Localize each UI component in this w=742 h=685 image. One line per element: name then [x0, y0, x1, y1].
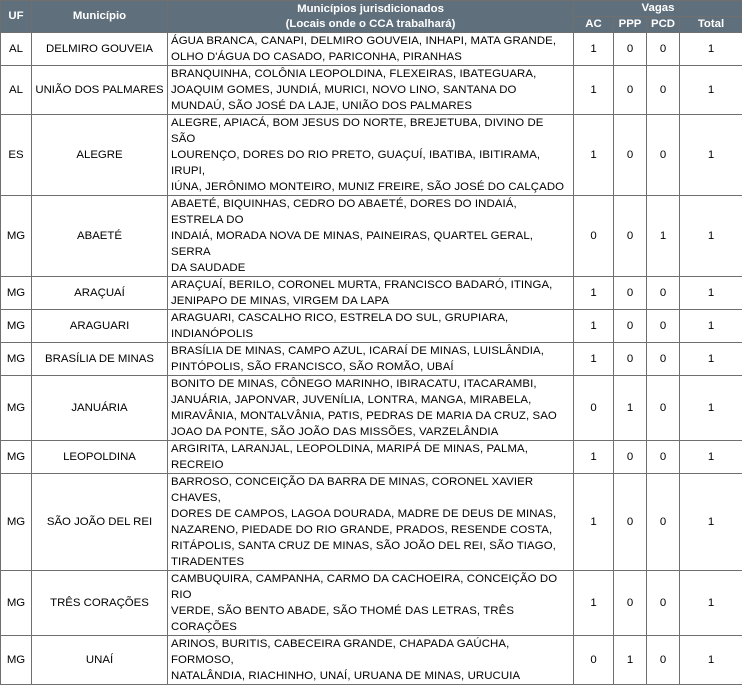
jurisdicionados-line: RITÁPOLIS, SANTA CRUZ DE MINAS, SÃO JOÃO DEL REI, SÃO TIAGO, — [171, 538, 570, 554]
cell-ppp: 1 — [614, 376, 647, 441]
jurisdicionados-line: MUNDAÚ, SÃO JOSÉ DA LAJE, UNIÃO DOS PALMARES — [171, 98, 570, 114]
jurisdicionados-line: JOAO DA PONTE, SÃO JOÃO DAS MISSÕES, VARZELÂNDIA — [171, 424, 570, 440]
cell-uf: MG — [1, 196, 32, 277]
cell-ac: 1 — [574, 571, 614, 636]
cell-uf: ES — [1, 115, 32, 196]
cell-jurisdicionados — [168, 636, 574, 685]
cell-pcd: 0 — [647, 376, 680, 441]
cell-ppp: 0 — [614, 196, 647, 277]
cell-ac: 1 — [574, 343, 614, 376]
table-row — [1, 115, 742, 196]
cell-jurisdicionados — [168, 66, 574, 115]
jurisdicionados-line: ARAÇUAÍ, BERILO, CORONEL MURTA, FRANCISCO BADARÓ, ITINGA, — [171, 277, 570, 293]
table-row — [1, 636, 742, 685]
header-municipio: Município — [32, 1, 168, 33]
cell-ac: 1 — [574, 277, 614, 310]
jurisdicionados-line: JENIPAPO DE MINAS, VIRGEM DA LAPA — [171, 293, 570, 309]
cell-municipio: ABAETÉ — [32, 196, 168, 277]
cell-ppp: 1 — [614, 636, 647, 685]
cell-uf: MG — [1, 636, 32, 685]
cell-pcd: 0 — [647, 571, 680, 636]
cell-ac: 1 — [574, 441, 614, 474]
cell-ac: 0 — [574, 636, 614, 685]
cell-total: 1 — [680, 33, 742, 66]
cell-uf: MG — [1, 571, 32, 636]
table-row — [1, 33, 742, 66]
cell-ac: 1 — [574, 474, 614, 571]
cell-pcd: 0 — [647, 115, 680, 196]
cell-municipio: BRASÍLIA DE MINAS — [32, 343, 168, 376]
cell-municipio: UNAÍ — [32, 636, 168, 685]
cell-uf: MG — [1, 277, 32, 310]
jurisdicionados-line: LOURENÇO, DORES DO RIO PRETO, GUAÇUÍ, IBATIBA, IBITIRAMA, IRUPI, — [171, 147, 570, 179]
cell-pcd: 0 — [647, 636, 680, 685]
cell-total: 1 — [680, 277, 742, 310]
cell-jurisdicionados — [168, 571, 574, 636]
cell-jurisdicionados — [168, 474, 574, 571]
cell-municipio: UNIÃO DOS PALMARES — [32, 66, 168, 115]
header-uf: UF — [1, 1, 32, 33]
jurisdicionados-line: BRASÍLIA DE MINAS, CAMPO AZUL, ICARAÍ DE MINAS, LUISLÂNDIA, — [171, 343, 570, 359]
jurisdicionados-line: DA SAUDADE — [171, 260, 570, 276]
cell-ppp: 0 — [614, 571, 647, 636]
table-row — [1, 441, 742, 474]
cell-ppp: 0 — [614, 33, 647, 66]
table-row — [1, 277, 742, 310]
table-row — [1, 310, 742, 343]
cell-municipio: ARAÇUAÍ — [32, 277, 168, 310]
cell-jurisdicionados — [168, 441, 574, 474]
cell-total: 1 — [680, 115, 742, 196]
table-header — [1, 1, 742, 33]
jurisdicionados-line: ALEGRE, APIACÁ, BOM JESUS DO NORTE, BREJETUBA, DIVINO DE SÃO — [171, 115, 570, 147]
jurisdicionados-line: IÚNA, JERÔNIMO MONTEIRO, MUNIZ FREIRE, SÃO JOSÉ DO CALÇADO — [171, 179, 570, 195]
jurisdicionados-line: ÁGUA BRANCA, CANAPI, DELMIRO GOUVEIA, INHAPI, MATA GRANDE, — [171, 33, 570, 49]
jurisdicionados-line: CAMBUQUIRA, CAMPANHA, CARMO DA CACHOEIRA, CONCEIÇÃO DO RIO — [171, 571, 570, 603]
jurisdicionados-line: MIRAVÂNIA, MONTALVÂNIA, PATIS, PEDRAS DE MARIA DA CRUZ, SAO — [171, 408, 570, 424]
cell-ppp: 0 — [614, 474, 647, 571]
header-ac: AC — [574, 17, 614, 33]
jurisdicionados-line: JANUÁRIA, JAPONVAR, JUVENÍLIA, LONTRA, MANGA, MIRABELA, — [171, 392, 570, 408]
cell-total: 1 — [680, 571, 742, 636]
table-row — [1, 571, 742, 636]
cell-uf: AL — [1, 33, 32, 66]
cell-total: 1 — [680, 441, 742, 474]
cell-pcd: 0 — [647, 33, 680, 66]
cell-ac: 1 — [574, 115, 614, 196]
cell-ac: 1 — [574, 66, 614, 115]
header-jurisdicionados-line1: Municípios jurisdicionados — [171, 2, 570, 17]
cell-total: 1 — [680, 66, 742, 115]
header-pcd: PCD — [647, 17, 680, 33]
cell-municipio: TRÊS CORAÇÕES — [32, 571, 168, 636]
jurisdicionados-line: JOAQUIM GOMES, JUNDIÁ, MURICI, NOVO LINO, SANTANA DO — [171, 82, 570, 98]
cell-total: 1 — [680, 310, 742, 343]
cell-uf: AL — [1, 66, 32, 115]
cell-ppp: 0 — [614, 115, 647, 196]
cell-jurisdicionados — [168, 33, 574, 66]
cell-uf: MG — [1, 441, 32, 474]
cell-total: 1 — [680, 474, 742, 571]
cell-jurisdicionados — [168, 343, 574, 376]
jurisdicionados-line: DORES DE CAMPOS, LAGOA DOURADA, MADRE DE DEUS DE MINAS, — [171, 506, 570, 522]
jurisdicionados-line: BONITO DE MINAS, CÔNEGO MARINHO, IBIRACATU, ITACARAMBI, — [171, 376, 570, 392]
jurisdicionados-line: OLHO D'ÁGUA DO CASADO, PARICONHA, PIRANHAS — [171, 49, 570, 65]
header-total: Total — [680, 17, 742, 33]
cell-ac: 0 — [574, 196, 614, 277]
jurisdicionados-line: VERDE, SÃO BENTO ABADE, SÃO THOMÉ DAS LETRAS, TRÊS CORAÇÕES — [171, 603, 570, 635]
jurisdicionados-line: BARROSO, CONCEIÇÃO DA BARRA DE MINAS, CORONEL XAVIER CHAVES, — [171, 474, 570, 506]
table-row — [1, 376, 742, 441]
cell-pcd: 0 — [647, 310, 680, 343]
cell-total: 1 — [680, 343, 742, 376]
cell-municipio: DELMIRO GOUVEIA — [32, 33, 168, 66]
cell-total: 1 — [680, 636, 742, 685]
table-body — [1, 33, 742, 685]
cell-ppp: 0 — [614, 343, 647, 376]
jurisdicionados-line: NAZARENO, PIEDADE DO RIO GRANDE, PRADOS, RESENDE COSTA, — [171, 522, 570, 538]
jurisdicionados-line: ARINOS, BURITIS, CABECEIRA GRANDE, CHAPADA GAÚCHA, FORMOSO, — [171, 636, 570, 668]
table-row — [1, 66, 742, 115]
cell-total: 1 — [680, 376, 742, 441]
cell-ac: 0 — [574, 376, 614, 441]
cell-jurisdicionados — [168, 196, 574, 277]
cell-ppp: 0 — [614, 66, 647, 115]
cell-total: 1 — [680, 196, 742, 277]
cell-jurisdicionados — [168, 310, 574, 343]
cell-ppp: 0 — [614, 277, 647, 310]
cell-pcd: 0 — [647, 441, 680, 474]
jurisdicionados-line: INDAIÁ, MORADA NOVA DE MINAS, PAINEIRAS, QUARTEL GERAL, SERRA — [171, 228, 570, 260]
jurisdicionados-line: BRANQUINHA, COLÔNIA LEOPOLDINA, FLEXEIRAS, IBATEGUARA, — [171, 66, 570, 82]
cell-pcd: 0 — [647, 474, 680, 571]
cell-uf: MG — [1, 474, 32, 571]
cell-uf: MG — [1, 376, 32, 441]
cell-jurisdicionados — [168, 115, 574, 196]
jurisdicionados-line: NATALÂNDIA, RIACHINHO, UNAÍ, URUANA DE MINAS, URUCUIA — [171, 668, 570, 684]
cell-pcd: 0 — [647, 343, 680, 376]
cell-municipio: LEOPOLDINA — [32, 441, 168, 474]
cell-jurisdicionados — [168, 376, 574, 441]
header-ppp: PPP — [614, 17, 647, 33]
cell-ac: 1 — [574, 310, 614, 343]
cell-jurisdicionados — [168, 277, 574, 310]
cell-ppp: 0 — [614, 441, 647, 474]
jurisdicionados-line: ARGIRITA, LARANJAL, LEOPOLDINA, MARIPÁ DE MINAS, PALMA, RECREIO — [171, 441, 570, 473]
cell-municipio: ALEGRE — [32, 115, 168, 196]
cell-municipio: JANUÁRIA — [32, 376, 168, 441]
cell-municipio: ARAGUARI — [32, 310, 168, 343]
cell-pcd: 0 — [647, 66, 680, 115]
header-jurisdicionados — [168, 1, 574, 33]
jurisdicionados-line: PINTÓPOLIS, SÃO FRANCISCO, SÃO ROMÃO, UBAÍ — [171, 359, 570, 375]
jurisdicionados-line: ARAGUARI, CASCALHO RICO, ESTRELA DO SUL, GRUPIARA, INDIANÓPOLIS — [171, 310, 570, 342]
jurisdicionados-line: TIRADENTES — [171, 554, 570, 570]
table-row — [1, 343, 742, 376]
cell-ac: 1 — [574, 33, 614, 66]
cell-pcd: 1 — [647, 196, 680, 277]
cell-uf: MG — [1, 310, 32, 343]
cell-ppp: 0 — [614, 310, 647, 343]
table-row — [1, 474, 742, 571]
header-jurisdicionados-line2: (Locais onde o CCA trabalhará) — [171, 17, 570, 32]
header-vagas: Vagas — [574, 1, 742, 17]
cell-municipio: SÃO JOÃO DEL REI — [32, 474, 168, 571]
cell-pcd: 0 — [647, 277, 680, 310]
table-row — [1, 196, 742, 277]
jurisdicionados-line: ABAETÉ, BIQUINHAS, CEDRO DO ABAETÉ, DORES DO INDAIÁ, ESTRELA DO — [171, 196, 570, 228]
cell-uf: MG — [1, 343, 32, 376]
